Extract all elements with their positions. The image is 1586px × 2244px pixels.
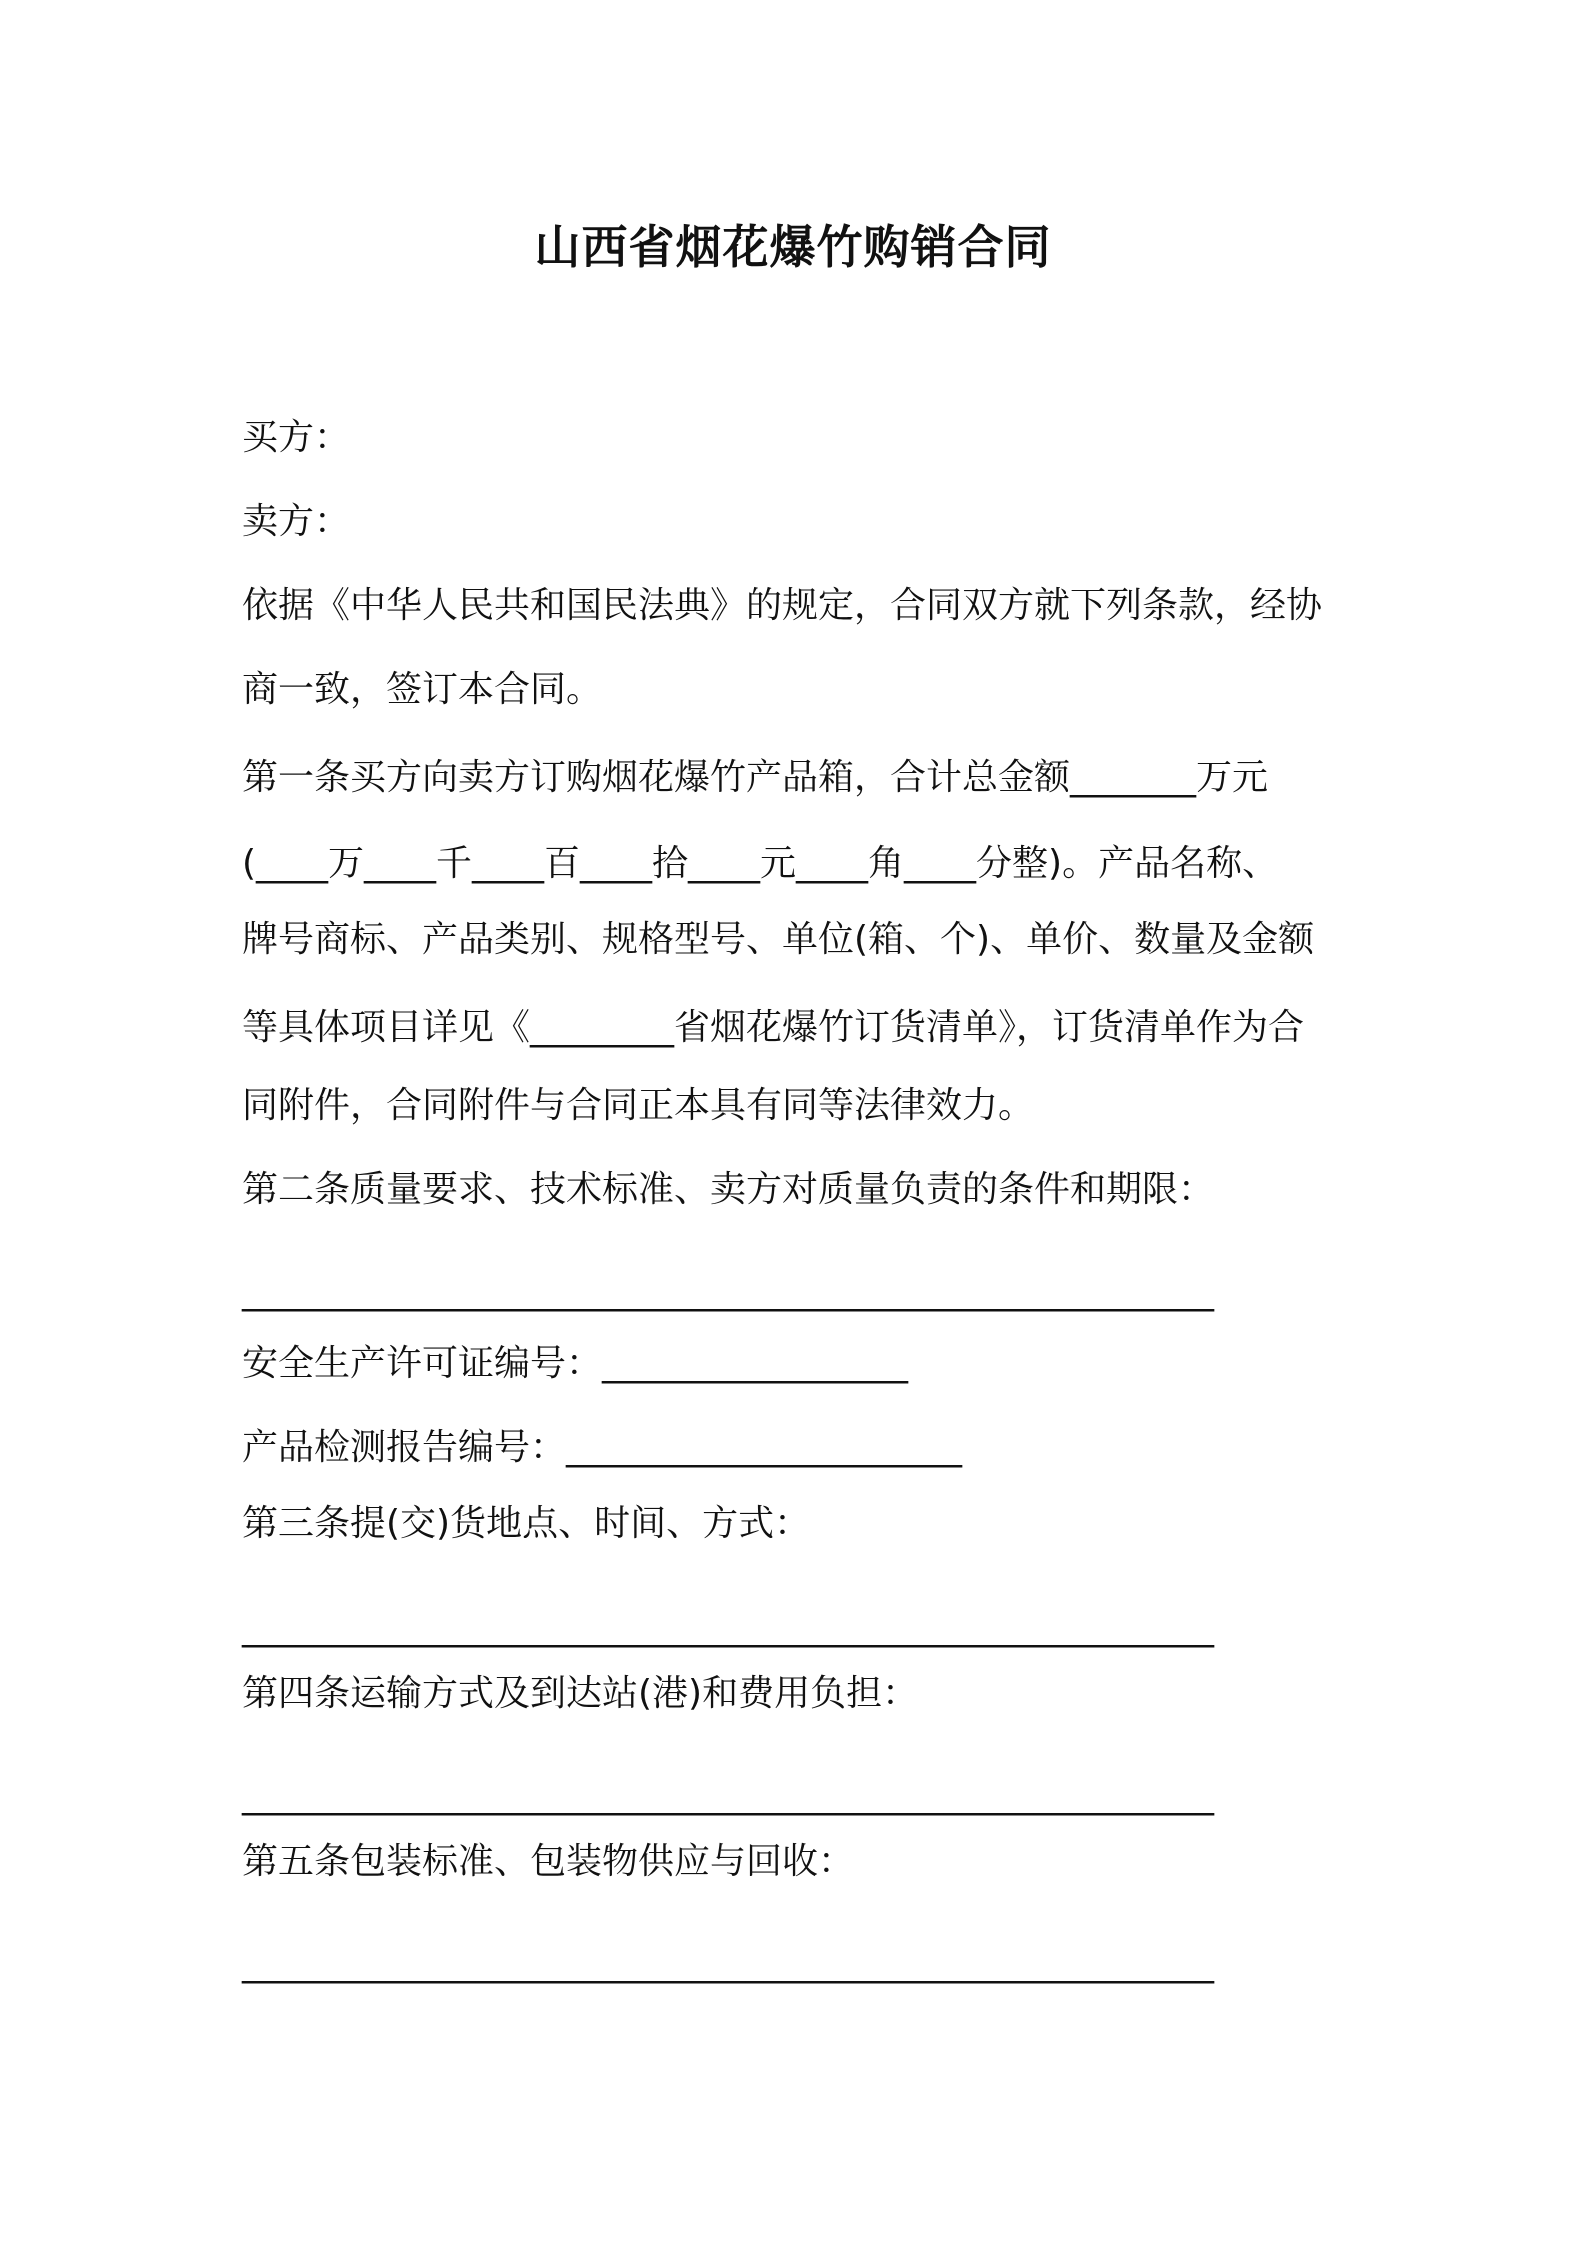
- safety-license-line: 安全生产许可证编号：_________________: [242, 1343, 909, 1384]
- article-5-blank-line: ______________________________________________________: [242, 1943, 1214, 1984]
- article-1-line-2: (____万____千____百____拾____元____角____分整)。产品名称、: [242, 843, 1279, 884]
- article-5-heading: 第五条包装标准、包装物供应与回收：: [242, 1841, 855, 1882]
- article-1-line-3: 牌号商标、产品类别、规格型号、单位(箱、个)、单价、数量及金额: [242, 919, 1315, 960]
- article-2-blank-line: ______________________________________________________: [242, 1271, 1214, 1312]
- article-4-heading: 第四条运输方式及到达站(港)和费用负担：: [242, 1673, 919, 1714]
- buyer-line: 买方：: [242, 417, 351, 458]
- seller-line: 卖方：: [242, 501, 351, 542]
- article-1-line-5: 同附件，合同附件与合同正本具有同等法律效力。: [242, 1085, 1035, 1126]
- article-4-blank-line: ______________________________________________________: [242, 1775, 1214, 1816]
- article-1-line-1: 第一条买方向卖方订购烟花爆竹产品箱，合计总金额_______万元: [242, 757, 1269, 798]
- article-3-blank-line: ______________________________________________________: [242, 1607, 1214, 1648]
- document-title: 山西省烟花爆竹购销合同: [534, 220, 1052, 274]
- preamble-line-2: 商一致，签订本合同。: [242, 669, 603, 710]
- article-2-heading: 第二条质量要求、技术标准、卖方对质量负责的条件和期限：: [242, 1169, 1215, 1210]
- article-3-heading: 第三条提(交)货地点、时间、方式：: [242, 1503, 811, 1544]
- article-1-line-4: 等具体项目详见《________省烟花爆竹订货清单》，订货清单作为合: [242, 1007, 1305, 1048]
- preamble-line-1: 依据《中华人民共和国民法典》的规定，合同双方就下列条款，经协: [242, 585, 1323, 626]
- inspection-report-line: 产品检测报告编号：______________________: [242, 1427, 963, 1468]
